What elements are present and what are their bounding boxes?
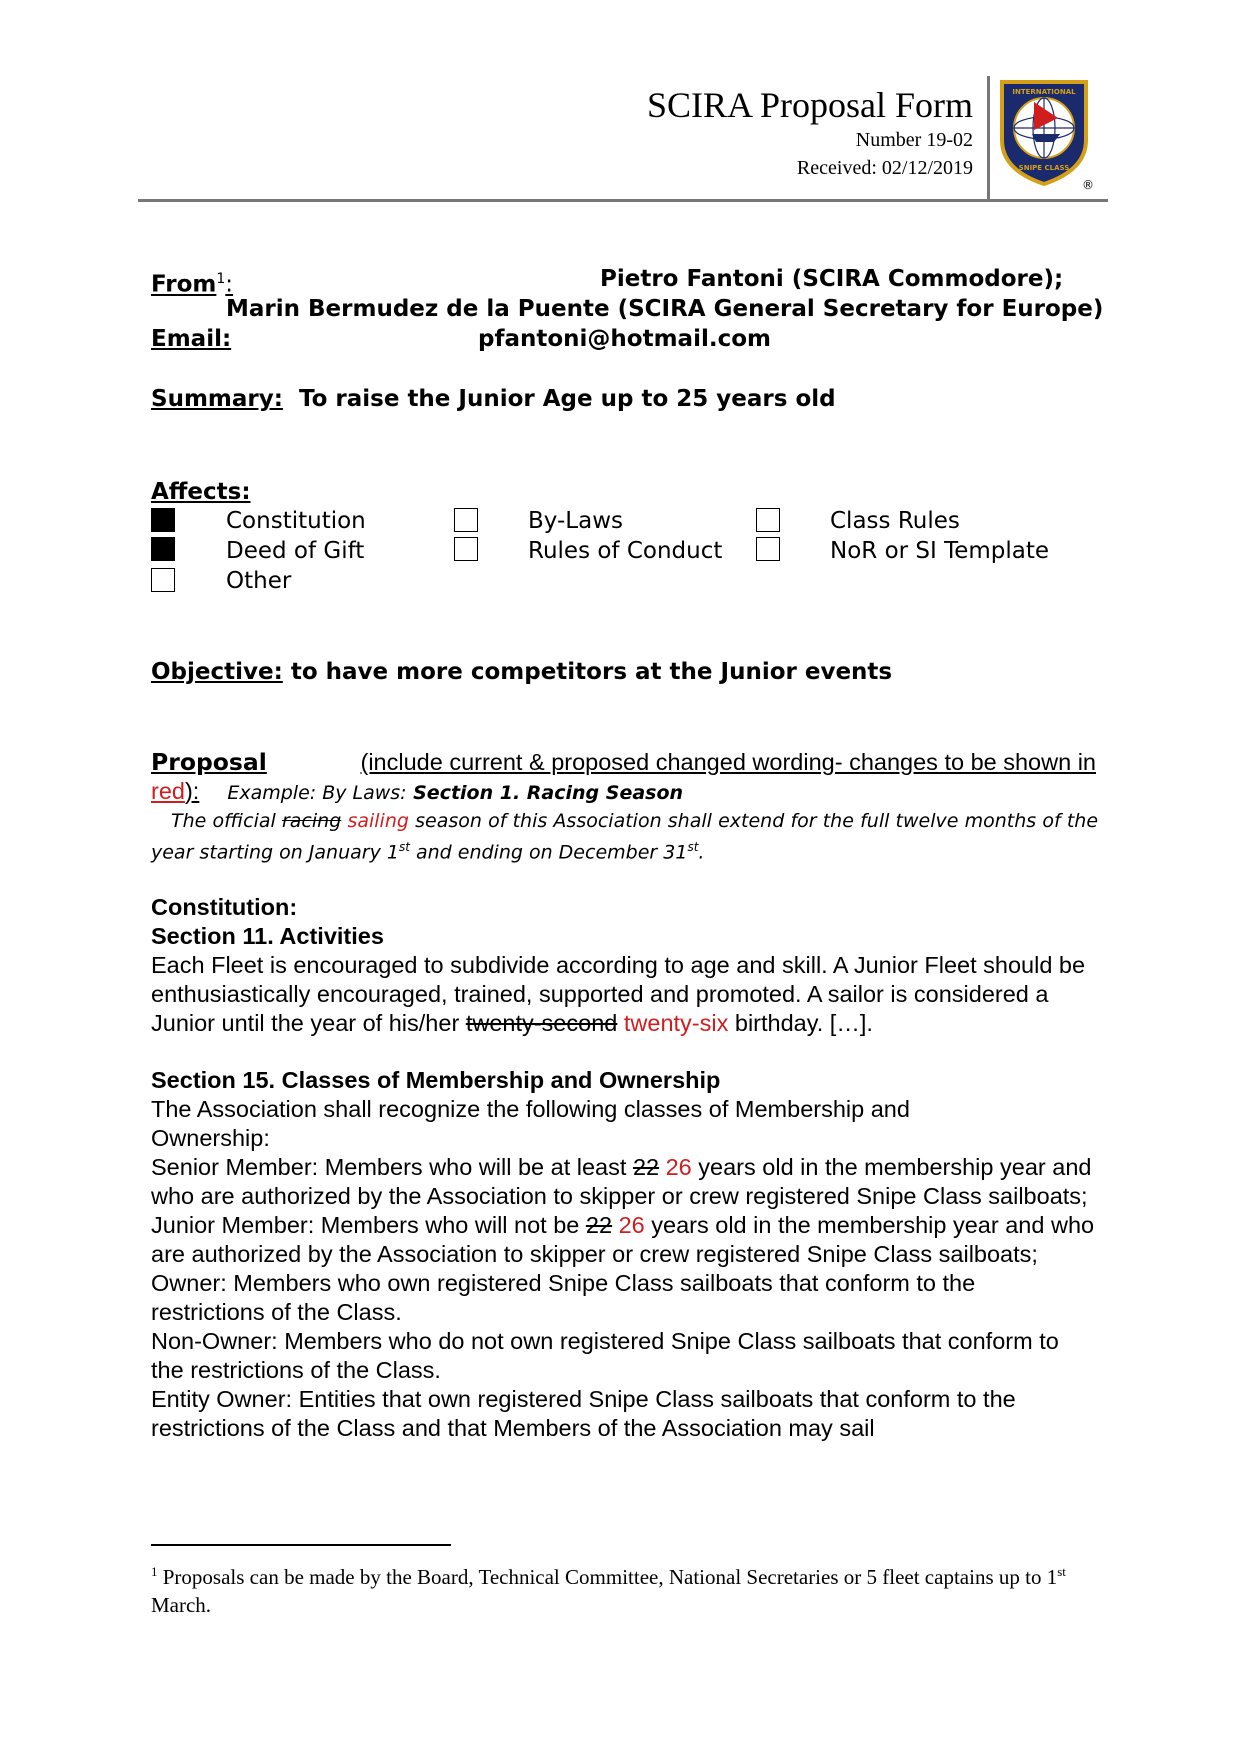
proposal-label: Proposal	[151, 748, 267, 776]
from-colon: :	[225, 271, 234, 298]
received-date: Received: 02/12/2019	[796, 157, 973, 179]
from-label	[151, 265, 233, 299]
footnote-number: 1	[151, 1564, 158, 1579]
section-11-text	[151, 951, 1101, 1038]
constitution-heading: Constitution:	[151, 894, 298, 920]
option-label-class-rules: Class Rules	[830, 508, 960, 534]
example-post: season of this Association shall extend for the full twelve months of the	[415, 810, 1099, 832]
senior-red: 26	[665, 1154, 692, 1180]
section-15-body	[151, 1095, 1096, 1443]
junior-member	[151, 1211, 1096, 1269]
example-red: sailing	[347, 810, 409, 832]
entity-owner: Entity Owner: Entities that own registered Snipe Class sailboats that conform to the restrictions of the Class and that Members of the Association may sail	[151, 1386, 1016, 1441]
summary-line	[151, 385, 836, 413]
example-line2-a: year starting on January 1	[151, 841, 399, 864]
option-label-constitution: Constitution	[226, 508, 366, 534]
header-horizontal-rule	[138, 199, 1108, 202]
registered-mark: ®	[1082, 178, 1094, 192]
footnote-separator	[151, 1544, 451, 1546]
example-body	[151, 808, 1098, 865]
option-label-nor-si-template: NoR or SI Template	[830, 538, 1050, 564]
example-line2-c: .	[698, 841, 705, 864]
non-owner: Non-Owner: Members who do not own registered Snipe Class sailboats that conform to the restrictions of the Class.	[151, 1328, 1059, 1383]
senior-b: years old in the membership year and who are authorized by the Association to skipper or crew registered Snipe Class sailboats;	[151, 1154, 1092, 1209]
proposal-close: ):	[184, 778, 200, 804]
checkbox-rules-of-conduct[interactable]	[454, 537, 478, 561]
example-sup-1: st	[398, 840, 410, 854]
email-value[interactable]: pfantoni@hotmail.com	[478, 326, 771, 352]
summary-label: Summary:	[151, 386, 283, 412]
checkbox-class-rules[interactable]	[756, 508, 780, 532]
example-line2-b: and ending on December 31	[409, 841, 688, 864]
section-15-heading: Section 15. Classes of Membership and Ownership	[151, 1067, 721, 1093]
checkbox-by-laws[interactable]	[454, 508, 478, 532]
from-name-1: Pietro Fantoni (SCIRA Commodore);	[600, 266, 1064, 292]
s11-strike: twenty-second	[465, 1010, 618, 1036]
example-section: Section 1. Racing Season	[413, 782, 684, 804]
junior-red: 26	[618, 1212, 645, 1238]
example-prefix: Example: By Laws:	[227, 782, 407, 804]
senior-strike: 22	[632, 1154, 660, 1180]
senior-a: Senior Member: Members who will be at least	[151, 1154, 627, 1180]
junior-a: Junior Member: Members who will not be	[151, 1212, 580, 1238]
logo-top-text: INTERNATIONAL	[1012, 88, 1076, 96]
checkbox-constitution[interactable]	[151, 508, 175, 532]
example-pre: The official	[171, 810, 276, 832]
from-footnote-ref: 1	[216, 271, 226, 287]
option-label-other: Other	[226, 568, 292, 594]
footnote-text-b: March.	[151, 1593, 212, 1617]
footnote	[151, 1558, 1081, 1619]
s11-red: twenty-six	[623, 1010, 729, 1036]
from-label-text: From	[151, 271, 217, 298]
affects-label: Affects:	[151, 479, 251, 505]
s11-text-b: birthday. […].	[734, 1010, 873, 1036]
proposal-instruction	[151, 748, 1096, 777]
senior-member	[151, 1153, 1096, 1211]
objective-label: Objective:	[151, 659, 283, 685]
section-11-heading: Section 11. Activities	[151, 923, 384, 949]
objective-value: to have more competitors at the Junior events	[290, 659, 893, 685]
summary-value: To raise the Junior Age up to 25 years old	[298, 386, 836, 412]
proposal-red-word: red	[151, 778, 185, 804]
checkbox-deed-of-gift[interactable]	[151, 537, 175, 561]
junior-b: years old in the membership year and who are authorized by the Association to skipper or crew registered Snipe Class sailboats;	[151, 1212, 1095, 1267]
proposal-line-2	[151, 777, 683, 808]
example-strike: racing	[281, 810, 342, 832]
email-label: Email:	[151, 326, 232, 352]
proposal-instruction-text: (include current & proposed changed wording- changes to be shown in	[360, 749, 1096, 775]
snipe-class-logo	[996, 78, 1094, 192]
header-vertical-rule	[987, 76, 990, 202]
s15-intro: The Association shall recognize the following classes of Membership and Ownership:	[151, 1096, 910, 1151]
form-title: SCIRA Proposal Form	[646, 85, 973, 125]
checkbox-nor-si-template[interactable]	[756, 537, 780, 561]
objective-line	[151, 658, 892, 686]
footnote-text-a: Proposals can be made by the Board, Technical Committee, National Secretaries or 5 fleet captains up to 1	[162, 1565, 1058, 1589]
logo-bottom-text: SNIPE CLASS	[1018, 164, 1070, 172]
example-sup-2: st	[687, 840, 699, 854]
s11-text-a: Each Fleet is encouraged to subdivide according to age and skill. A Junior Fleet should be enthusiastically encouraged, trained, supported and promoted. A sailor is considered a Junior until the year of his/her	[151, 952, 1086, 1036]
option-label-rules-of-conduct: Rules of Conduct	[528, 538, 723, 564]
owner: Owner: Members who own registered Snipe Class sailboats that conform to the restrictions of the Class.	[151, 1270, 976, 1325]
option-label-deed-of-gift: Deed of Gift	[226, 538, 365, 564]
junior-strike: 22	[585, 1212, 613, 1238]
footnote-sup: st	[1057, 1564, 1066, 1579]
proposal-number: Number 19-02	[855, 129, 973, 151]
checkbox-other[interactable]	[151, 568, 175, 592]
option-label-by-laws: By-Laws	[528, 508, 623, 534]
from-name-2: Marin Bermudez de la Puente (SCIRA General Secretary for Europe)	[226, 296, 1104, 322]
